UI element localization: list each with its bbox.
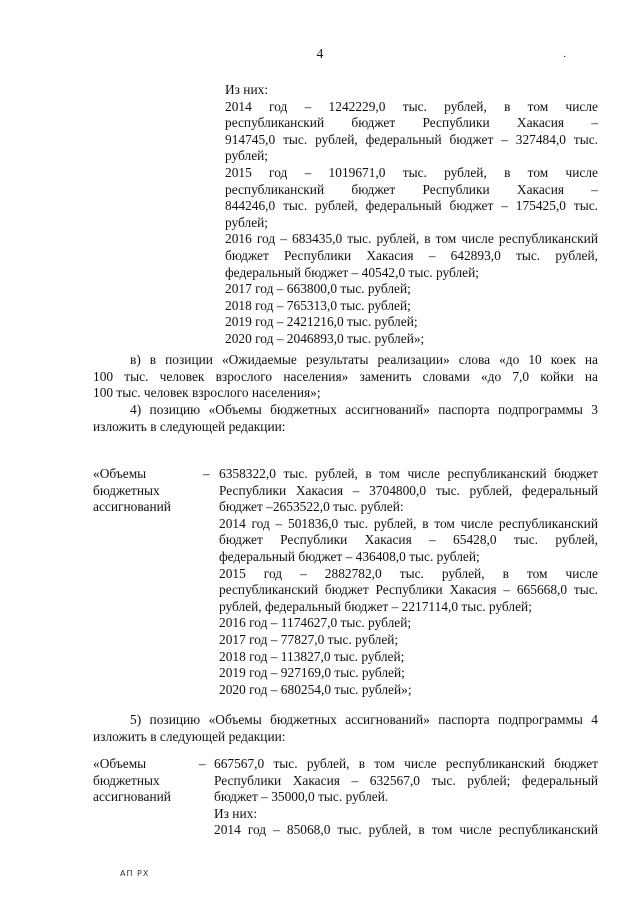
text-line: Республики Хакасия – 632567,0 тыс. рублей; федеральный (214, 772, 598, 788)
text-line: 2016 год – 683435,0 тыс. рублей, в том числе республиканский (225, 231, 598, 247)
text-line: 2016 год – 1174627,0 тыс. рублей; (219, 615, 412, 631)
funding-label-2 (93, 466, 203, 516)
funding-list-3 (214, 756, 598, 839)
label-line: «Объемы (93, 466, 147, 481)
text-line: 667567,0 тыс. рублей, в том числе республиканский бюджет (214, 756, 598, 771)
text-line: рублей, федеральный бюджет – 2217114,0 тыс. рублей; (219, 598, 532, 614)
text-line: 4) позицию «Объемы бюджетных ассигнований» паспорта подпрограммы 3 (130, 402, 598, 417)
label-line: бюджетных (93, 482, 160, 498)
text-line: бюджет –2653522,0 тыс. рублей: (219, 499, 404, 515)
page-number: 4 (316, 46, 324, 61)
text-line: 2018 год – 765313,0 тыс. рублей; (225, 297, 411, 313)
text-line: федеральный бюджет – 40542,0 тыс. рублей; (225, 264, 480, 280)
funding-label-3 (93, 756, 203, 806)
text-line: бюджет Республики Хакасия – 642893,0 тыс. рублей, (225, 247, 598, 263)
text-line: 2017 год – 663800,0 тыс. рублей; (225, 281, 411, 297)
text-line: Из них: (214, 805, 258, 821)
text-line: 2015 год – 2882782,0 тыс. рублей, в том числе (219, 565, 598, 581)
text-line: изложить в следующей редакции: (93, 728, 286, 744)
text-line: рублей; (225, 148, 269, 164)
text-line: в) в позиции «Ожидаемые результаты реализации» слова «до 10 коек на (130, 352, 598, 367)
label-line: «Объемы (93, 756, 147, 771)
text-line: 2019 год – 2421216,0 тыс. рублей; (225, 314, 418, 330)
paragraph-4 (93, 402, 598, 435)
text-line: бюджет – 35000,0 тыс. рублей. (214, 789, 389, 805)
text-line: Из них: (225, 82, 269, 97)
label-dash: – (203, 466, 210, 481)
text-line: 2017 год – 77827,0 тыс. рублей; (219, 631, 399, 647)
text-line: республиканский бюджет Республики Хакасия – (225, 181, 598, 197)
text-line: 100 тыс. человек взрослого населения»; (93, 385, 321, 401)
paragraph-5 (93, 712, 598, 745)
text-line: федеральный бюджет – 436408,0 тыс. рублей; (219, 548, 480, 564)
text-line: рублей; (225, 214, 269, 230)
label-dash: – (199, 756, 206, 771)
text-line: 2020 год – 2046893,0 тыс. рублей»; (225, 330, 425, 346)
text-line: 844246,0 тыс. рублей, федеральный бюджет – 175425,0 тыс. (225, 198, 598, 214)
footer-mark: АП РХ (120, 869, 150, 878)
text-line: 2018 год – 113827,0 тыс. рублей; (219, 648, 405, 664)
text-line: 2020 год – 680254,0 тыс. рублей»; (219, 681, 412, 697)
text-line: 5) позицию «Объемы бюджетных ассигнований» паспорта подпрограммы 4 (130, 712, 598, 727)
text-line: 6358322,0 тыс. рублей, в том числе республиканский бюджет (219, 466, 598, 481)
label-line: ассигнований (93, 789, 171, 805)
text-line: республиканский бюджет Республики Хакасия – 665668,0 тыс. (219, 582, 598, 598)
text-line: 2019 год – 927169,0 тыс. рублей; (219, 665, 405, 681)
label-line: ассигнований (93, 499, 171, 515)
text-line: Республики Хакасия – 3704800,0 тыс. рублей, федеральный (219, 482, 598, 498)
text-line: 2015 год – 1019671,0 тыс. рублей, в том числе (225, 164, 598, 180)
text-line: изложить в следующей редакции: (93, 418, 286, 434)
funding-list-2 (219, 466, 598, 698)
label-line: бюджетных (93, 772, 160, 788)
text-line: 2014 год – 501836,0 тыс. рублей, в том числе республиканский (219, 515, 598, 531)
text-line: 2014 год – 1242229,0 тыс. рублей, в том числе (225, 98, 598, 114)
text-line: 2014 год – 85068,0 тыс. рублей, в том числе республиканский (214, 822, 598, 838)
funding-list-1 (225, 82, 598, 348)
text-line: 914745,0 тыс. рублей, федеральный бюджет – 327484,0 тыс. (225, 131, 598, 147)
text-line: 100 тыс. человек взрослого населения» заменить словами «до 7,0 койки на (93, 368, 598, 384)
text-line: бюджет Республики Хакасия – 65428,0 тыс. рублей, (219, 532, 598, 548)
stray-mark: · (563, 52, 567, 63)
text-line: республиканский бюджет Республики Хакасия – (225, 115, 598, 131)
paragraph-v (93, 352, 598, 402)
